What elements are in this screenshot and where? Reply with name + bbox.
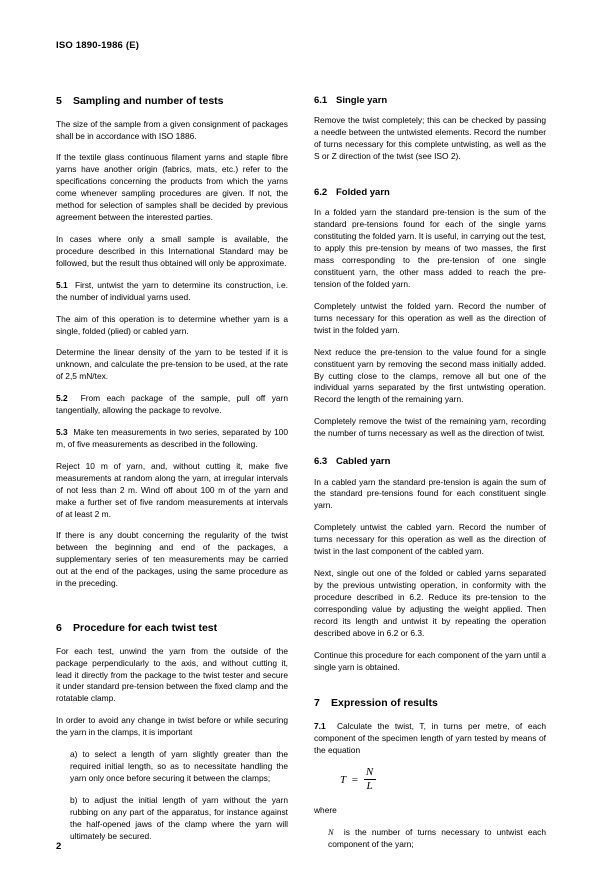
- paragraph: For each test, unwind the yarn from the outside of the package perpendicularly to the axis, and without cutting it, lead it directly from the package to the twist tester and secure it under standard pre-tension between the fixed clamp and the rotatable clamp.: [56, 645, 288, 704]
- paragraph: Reject 10 m of yarn, and, without cutting it, make five measurements at random along the yarn, at irregular intervals of not less than 2 m. Wind off about 100 m of the yarn and make a further set of five random measurements at intervals of at least 2 m.: [56, 460, 288, 519]
- clause-text: Calculate the twist, T, in turns per metre, of each component of the specimen length of yarn tested by means of the equation: [314, 721, 547, 755]
- clause-heading-6-1: [314, 95, 546, 106]
- equation-fraction: [364, 767, 376, 793]
- equation-twist: [340, 767, 546, 793]
- section-spacer: [56, 600, 288, 622]
- clause-paragraph: [56, 393, 288, 417]
- paragraph: Continue this procedure for each component of the yarn until a single yarn is obtained.: [314, 649, 546, 672]
- section-spacer: [314, 683, 546, 697]
- clause-title-6-3: Cabled yarn: [336, 456, 391, 468]
- paragraph: If the textile glass continuous filament yarns and staple fibre yarns have another origin (fabrics, mats, etc.) refer to the specifications concerning the products from which the yarns come whenever sampling procedures are given. If not, the method for selection of samples shall be decided by previous agreement between the interested parties.: [56, 152, 288, 223]
- section-heading-7: [314, 697, 546, 710]
- paragraph: In a folded yarn the standard pre-tension is the sum of the standard pre-tensions found for each of the single yarns constituting the folded yarn. It is useful, in carrying out the test, to apply this pre-tension by means of two masses, the first mass corresponding to the pre-tension of one single constituent yarn, the other mass added to reach the pre-tension of the folded yarn.: [314, 207, 546, 289]
- equation-lhs: T: [340, 773, 347, 786]
- left-column: [56, 95, 288, 853]
- paragraph: Completely remove the twist of the remaining yarn, recording the number of turns necessary as well as the direction of twist.: [314, 416, 546, 439]
- paragraph: Next reduce the pre-tension to the value found for a single constituent yarn by removing the second mass initially added. By cutting close to the clamps, remove all but one of the individual yarns separated by the first untwisting operation. Record the length of the remaining yarn.: [314, 346, 546, 405]
- clause-paragraph: [314, 721, 546, 757]
- paragraph: Completely untwist the folded yarn. Record the number of turns necessary for this operation as well as the direction of twist in the folded yarn.: [314, 300, 546, 335]
- paragraph: In cases where only a small sample is available, the procedure described in this International Standard may be followed, but the result thus obtained will only be approximate.: [56, 233, 288, 268]
- paragraph: Next, single out one of the folded or cabled yarns separated by the previous untwisting operation, in conformity with the procedure described in 6.2. Reduce its pre-tension to the corresponding value by adjusting the weight applied. Then record its length and untwist it by repeating the operation described above in 6.2 or 6.3.: [314, 568, 546, 638]
- equation-equals: =: [351, 773, 359, 786]
- section-number-5: 5: [56, 95, 62, 107]
- clause-title-6-1: Single yarn: [336, 95, 388, 106]
- clause-number-5-3: 5.3: [56, 427, 68, 438]
- right-column: [314, 95, 546, 861]
- equation-numerator: N: [365, 765, 374, 778]
- clause-paragraph: [56, 280, 288, 304]
- clause-number-5-2: 5.2: [56, 393, 68, 404]
- list-item: b) to adjust the initial length of yarn without the yarn rubbing on any part of the apparatus, for instance against the half-opened jaws of the clamp where the yarn will ultimately be secured.: [70, 794, 288, 841]
- equation-denominator: L: [364, 779, 376, 793]
- document-header: ISO 1890-1986 (E): [56, 40, 140, 51]
- clause-text: Make ten measurements in two series, separated by 100 m, of five measurements as described in the following.: [56, 427, 289, 449]
- section-heading-5: [56, 95, 288, 108]
- clause-number-7-1: 7.1: [314, 721, 326, 732]
- page-number: 2: [56, 841, 62, 852]
- clause-number-6-2: 6.2: [314, 187, 328, 199]
- paragraph: Determine the linear density of the yarn to be tested if it is unknown, and calculate the pre-tension to be used, at the rate of 2,5 mN/tex.: [56, 347, 288, 382]
- paragraph: In a cabled yarn the standard pre-tension is again the sum of the standard pre-tensions found for each constituent single yarn.: [314, 476, 546, 511]
- clause-spacer: [314, 173, 546, 187]
- section-number-6: 6: [56, 622, 62, 635]
- clause-heading-6-2: [314, 187, 546, 198]
- list-item: a) to select a length of yarn slightly greater than the required initial length, so as to necessitate handling the yarn only once before securing it between the clamps;: [70, 749, 288, 783]
- two-column-layout: [56, 95, 547, 861]
- clause-number-5-1: 5.1: [56, 279, 68, 290]
- paragraph: The size of the sample from a given consignment of packages shall be in accordance with ISO 1886.: [56, 118, 288, 141]
- variable-text: is the number of turns necessary to untwist each component of the yarn;: [328, 826, 547, 849]
- paragraph: Completely untwist the cabled yarn. Record the number of turns necessary for this operation as well as the direction of twist in the last component of the cabled yarn.: [314, 522, 546, 557]
- section-title-6: Procedure for each twist test: [73, 622, 218, 635]
- variable-symbol: N: [328, 827, 334, 837]
- clause-heading-6-3: [314, 456, 546, 467]
- clause-text: From each package of the sample, pull off yarn tangentially, allowing the package to revolve.: [56, 393, 289, 416]
- paragraph: If there is any doubt concerning the regularity of the twist between the beginning and end of the packages, a supplementary series of ten measurements may be carried out at the end of the packages, using the same procedure as in the preceding.: [56, 530, 288, 589]
- clause-number-6-1: 6.1: [314, 95, 328, 106]
- clause-text: First, untwist the yarn to determine its construction, i.e. the number of individual yarns used.: [56, 279, 288, 302]
- paragraph: The aim of this operation is to determine whether yarn is a single, folded (plied) or cabled yarn.: [56, 313, 288, 336]
- section-number-7: 7: [314, 697, 320, 710]
- where-label: where: [314, 804, 337, 815]
- section-heading-6: [56, 622, 288, 635]
- section-title-5: Sampling and number of tests: [73, 95, 224, 107]
- clause-number-6-3: 6.3: [314, 456, 328, 468]
- variable-definition: [328, 827, 546, 851]
- section-title-7: Expression of results: [331, 697, 438, 710]
- paragraph: In order to avoid any change in twist before or while securing the yarn in the clamps, it is important: [56, 715, 288, 738]
- clause-title-6-2: Folded yarn: [336, 187, 390, 199]
- paragraph: Remove the twist completely; this can be checked by passing a needle between the untwisted elements. Record the number of turns necessary for this complete untwisting, as well as the S or Z direction of the twist (see ISO 2).: [314, 115, 546, 162]
- clause-paragraph: [56, 427, 288, 451]
